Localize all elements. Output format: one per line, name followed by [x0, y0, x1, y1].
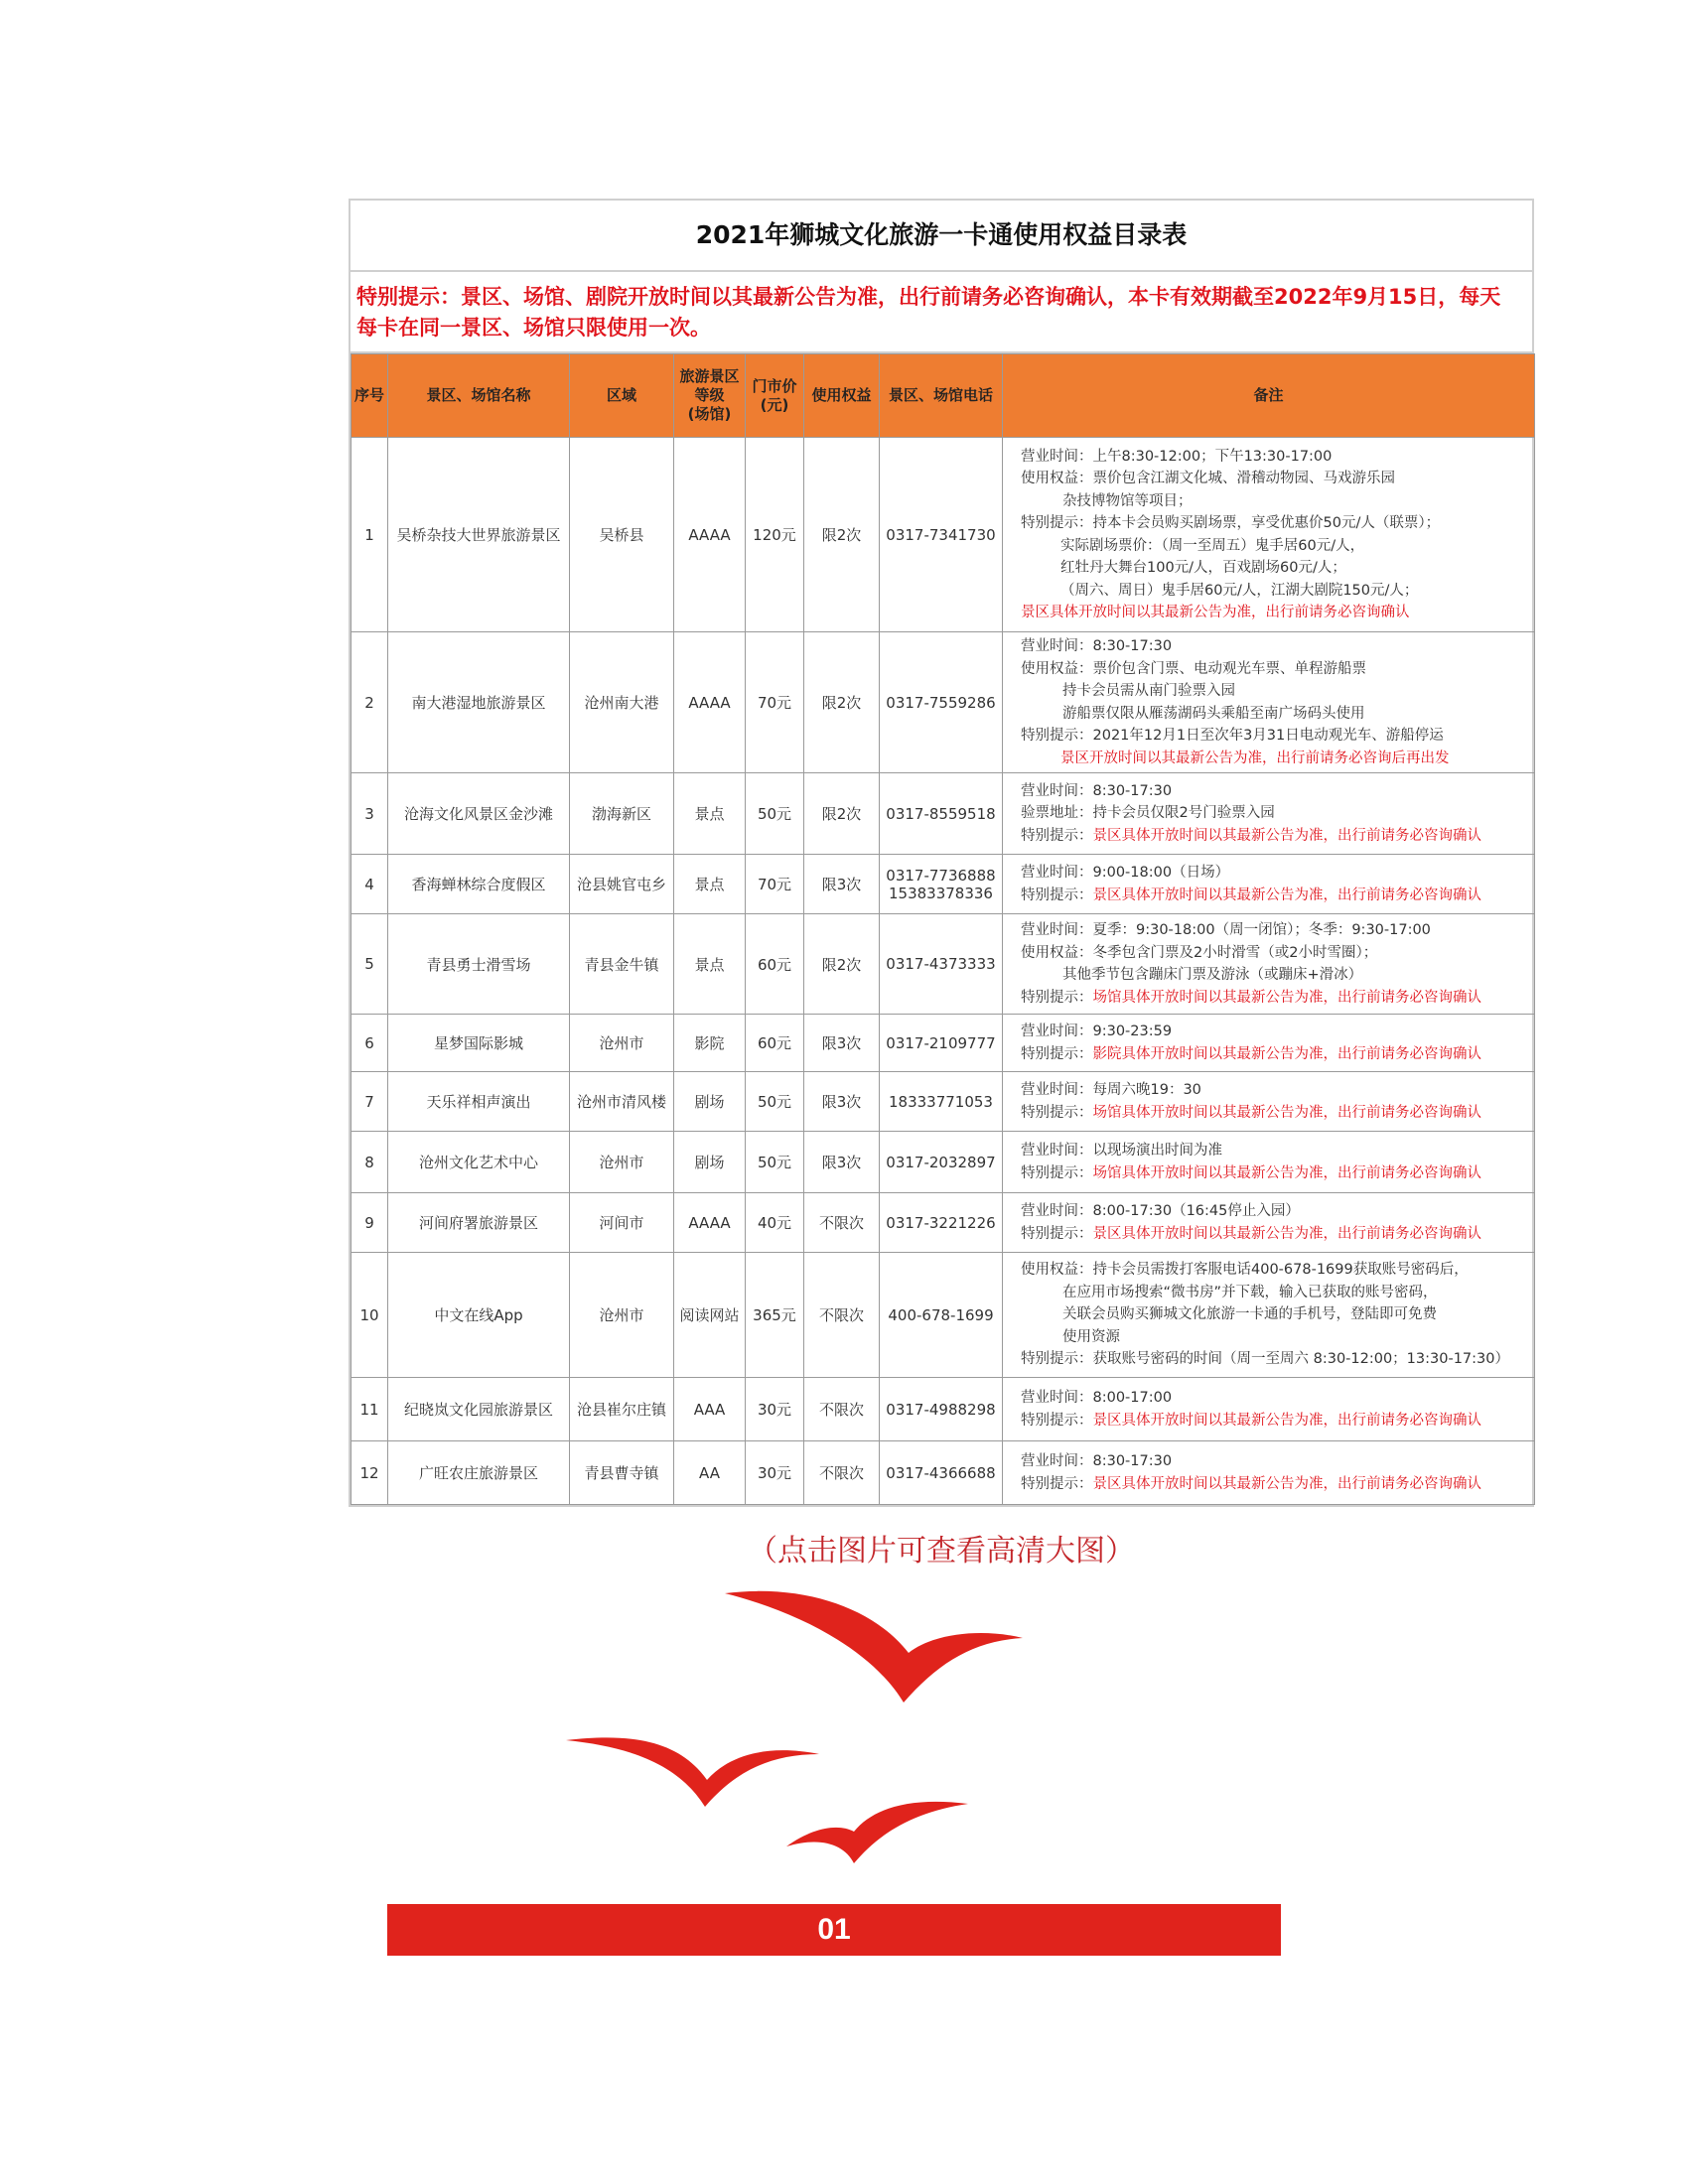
cell-no: 11 — [352, 1378, 388, 1441]
cell-name: 纪晓岚文化园旅游景区 — [388, 1378, 570, 1441]
cell-no: 1 — [352, 438, 388, 632]
header-name: 景区、场馆名称 — [388, 354, 570, 438]
table-row — [352, 1253, 1535, 1378]
cell-price: 120元 — [746, 438, 804, 632]
cell-rights: 限3次 — [804, 1015, 880, 1072]
special-notice — [351, 272, 1532, 353]
cell-no: 9 — [352, 1193, 388, 1253]
table-row — [352, 1132, 1535, 1193]
cell-level: AAAA — [674, 438, 746, 632]
cell-region: 渤海新区 — [570, 773, 674, 855]
cell-rights: 限3次 — [804, 855, 880, 914]
table-row — [352, 914, 1535, 1015]
cell-remark: 使用权益：持卡会员需拨打客服电话400-678-1699获取账号密码后， 在应用市场搜索“微书房”并下载，输入已获取的账号密码， 关联会员购买狮城文化旅游一卡通的手机号，登陆即可免费 使用资源 特别提示：获取账号密码的时间（周一至周六 8:30-12:00；13:30-17:30） — [1003, 1253, 1535, 1378]
cell-price: 50元 — [746, 1132, 804, 1193]
cell-level: AAAA — [674, 1193, 746, 1253]
hd-image-caption[interactable]: （点击图片可查看高清大图） — [748, 1534, 1135, 1569]
cell-region: 沧州市清风楼 — [570, 1072, 674, 1132]
table-header-row — [352, 354, 1535, 438]
cell-name: 香海蝉林综合度假区 — [388, 855, 570, 914]
cell-level: 景点 — [674, 855, 746, 914]
cell-price: 365元 — [746, 1253, 804, 1378]
cell-region: 河间市 — [570, 1193, 674, 1253]
cell-level: 景点 — [674, 773, 746, 855]
table-row — [352, 1193, 1535, 1253]
cell-remark: 营业时间：夏季：9:30-18:00（周一闭馆）；冬季：9:30-17:00 使用权益：冬季包含门票及2小时滑雪（或2小时雪圈）； 其他季节包含蹦床门票及游泳（或蹦床+滑冰） 特别提示：场馆具体开放时间以其最新公告为准，出行前请务必咨询确认 — [1003, 914, 1535, 1015]
large-bird-icon — [725, 1591, 1023, 1703]
cell-region: 青县曹寺镇 — [570, 1441, 674, 1505]
small-bird-icon — [786, 1802, 968, 1863]
table-row — [352, 773, 1535, 855]
cell-rights: 不限次 — [804, 1441, 880, 1505]
cell-remark: 营业时间：8:00-17:30（16:45停止入园） 特别提示：景区具体开放时间以其最新公告为准，出行前请务必咨询确认 — [1003, 1193, 1535, 1253]
cell-level: AAAA — [674, 632, 746, 773]
cell-price: 50元 — [746, 773, 804, 855]
cell-name: 南大港湿地旅游景区 — [388, 632, 570, 773]
cell-no: 5 — [352, 914, 388, 1015]
middle-bird-icon — [566, 1737, 819, 1807]
cell-no: 7 — [352, 1072, 388, 1132]
cell-no: 4 — [352, 855, 388, 914]
cell-price: 30元 — [746, 1378, 804, 1441]
cell-rights: 限2次 — [804, 438, 880, 632]
cell-rights: 限3次 — [804, 1132, 880, 1193]
cell-rights: 不限次 — [804, 1193, 880, 1253]
cell-name: 天乐祥相声演出 — [388, 1072, 570, 1132]
cell-name: 星梦国际影城 — [388, 1015, 570, 1072]
cell-price: 40元 — [746, 1193, 804, 1253]
cell-rights: 不限次 — [804, 1378, 880, 1441]
cell-level: 阅读网站 — [674, 1253, 746, 1378]
cell-no: 2 — [352, 632, 388, 773]
cell-name: 沧海文化风景区金沙滩 — [388, 773, 570, 855]
cell-price: 60元 — [746, 914, 804, 1015]
cell-remark: 营业时间：每周六晚19：30 特别提示：场馆具体开放时间以其最新公告为准，出行前请务必咨询确认 — [1003, 1072, 1535, 1132]
cell-rights: 不限次 — [804, 1253, 880, 1378]
table-row — [352, 632, 1535, 773]
header-remark: 备注 — [1003, 354, 1535, 438]
cell-name: 青县勇士滑雪场 — [388, 914, 570, 1015]
cell-phone: 0317-4373333 — [880, 914, 1003, 1015]
cell-name: 广旺农庄旅游景区 — [388, 1441, 570, 1505]
cell-price: 50元 — [746, 1072, 804, 1132]
page-number-bar — [387, 1904, 1281, 1956]
cell-price: 70元 — [746, 855, 804, 914]
cell-region: 沧州南大港 — [570, 632, 674, 773]
cell-price: 60元 — [746, 1015, 804, 1072]
header-rights: 使用权益 — [804, 354, 880, 438]
cell-region: 青县金牛镇 — [570, 914, 674, 1015]
cell-rights: 限3次 — [804, 1072, 880, 1132]
cell-remark: 营业时间：上午8:30-12:00；下午13:30-17:00 使用权益：票价包含江湖文化城、滑稽动物园、马戏游乐园 杂技博物馆等项目； 特别提示：持本卡会员购买剧场票，享受优惠价50元/人（联票）； 实际剧场票价：（周一至周五）鬼手居60元/人， 红牡丹大舞台100元/人，百戏剧场60元/人； （周六、周日）鬼手居60元/人，江湖大剧院150元/人； 景区具体开放时间以其最新公告为准，出行前请务必咨询确认 — [1003, 438, 1535, 632]
cell-no: 10 — [352, 1253, 388, 1378]
cell-price: 70元 — [746, 632, 804, 773]
table-row — [352, 1378, 1535, 1441]
table-row — [352, 1441, 1535, 1505]
cell-phone: 0317-3221226 — [880, 1193, 1003, 1253]
cell-rights: 限2次 — [804, 914, 880, 1015]
cell-phone: 0317-7341730 — [880, 438, 1003, 632]
cell-region: 吴桥县 — [570, 438, 674, 632]
table-row — [352, 1015, 1535, 1072]
cell-rights: 限2次 — [804, 632, 880, 773]
rights-table — [351, 353, 1535, 1505]
header-no: 序号 — [352, 354, 388, 438]
document-title: 2021年狮城文化旅游一卡通使用权益目录表 — [351, 201, 1532, 272]
cell-name: 沧州文化艺术中心 — [388, 1132, 570, 1193]
cell-remark: 营业时间：9:30-23:59 特别提示：影院具体开放时间以其最新公告为准，出行前请务必咨询确认 — [1003, 1015, 1535, 1072]
cell-rights: 限2次 — [804, 773, 880, 855]
cell-no: 6 — [352, 1015, 388, 1072]
cell-remark: 营业时间：9:00-18:00（日场） 特别提示：景区具体开放时间以其最新公告为准，出行前请务必咨询确认 — [1003, 855, 1535, 914]
cell-phone: 0317-7559286 — [880, 632, 1003, 773]
cell-name: 吴桥杂技大世界旅游景区 — [388, 438, 570, 632]
header-level: 旅游景区 等级 (场馆) — [674, 354, 746, 438]
cell-region: 沧县崔尔庄镇 — [570, 1378, 674, 1441]
header-region: 区域 — [570, 354, 674, 438]
cell-phone: 0317-2032897 — [880, 1132, 1003, 1193]
rights-catalog-document — [349, 199, 1534, 1507]
table-row — [352, 1072, 1535, 1132]
cell-remark: 营业时间：8:30-17:30 特别提示：景区具体开放时间以其最新公告为准，出行前请务必咨询确认 — [1003, 1441, 1535, 1505]
cell-level: 剧场 — [674, 1072, 746, 1132]
cell-no: 8 — [352, 1132, 388, 1193]
table-row — [352, 438, 1535, 632]
cell-phone: 0317-2109777 — [880, 1015, 1003, 1072]
cell-level: 景点 — [674, 914, 746, 1015]
header-phone: 景区、场馆电话 — [880, 354, 1003, 438]
cell-remark: 营业时间：以现场演出时间为准 特别提示：场馆具体开放时间以其最新公告为准，出行前请务必咨询确认 — [1003, 1132, 1535, 1193]
cell-no: 3 — [352, 773, 388, 855]
cell-level: AAA — [674, 1378, 746, 1441]
cell-phone: 0317-7736888 15383378336 — [880, 855, 1003, 914]
cell-region: 沧州市 — [570, 1015, 674, 1072]
notice-line-2: 每卡在同一景区、场馆只限使用一次。 — [356, 316, 711, 340]
cell-phone: 0317-8559518 — [880, 773, 1003, 855]
cell-phone: 0317-4366688 — [880, 1441, 1003, 1505]
cell-region: 沧州市 — [570, 1253, 674, 1378]
cell-region: 沧州市 — [570, 1132, 674, 1193]
cell-price: 30元 — [746, 1441, 804, 1505]
cell-remark: 营业时间：8:30-17:30 验票地址：持卡会员仅限2号门验票入园 特别提示：景区具体开放时间以其最新公告为准，出行前请务必咨询确认 — [1003, 773, 1535, 855]
cell-phone: 0317-4988298 — [880, 1378, 1003, 1441]
cell-level: 影院 — [674, 1015, 746, 1072]
header-price: 门市价 (元) — [746, 354, 804, 438]
cell-region: 沧县姚官屯乡 — [570, 855, 674, 914]
cell-no: 12 — [352, 1441, 388, 1505]
cell-remark: 营业时间：8:00-17:00 特别提示：景区具体开放时间以其最新公告为准，出行前请务必咨询确认 — [1003, 1378, 1535, 1441]
cell-remark: 营业时间：8:30-17:30 使用权益：票价包含门票、电动观光车票、单程游船票 持卡会员需从南门验票入园 游船票仅限从雁荡湖码头乘船至南广场码头使用 特别提示：2021年12月1日至次年3月31日电动观光车、游船停运 景区开放时间以其最新公告为准，出行前请务必咨询后再出发 — [1003, 632, 1535, 773]
flying-birds-icon — [556, 1583, 1132, 1881]
cell-phone: 18333771053 — [880, 1072, 1003, 1132]
notice-line-1: 特别提示：景区、场馆、剧院开放时间以其最新公告为准，出行前请务必咨询确认，本卡有效期截至2022年9月15日，每天 — [356, 285, 1501, 309]
page-number: 01 — [817, 1913, 851, 1946]
cell-phone: 400-678-1699 — [880, 1253, 1003, 1378]
cell-name: 河间府署旅游景区 — [388, 1193, 570, 1253]
table-row — [352, 855, 1535, 914]
cell-level: AA — [674, 1441, 746, 1505]
cell-name: 中文在线App — [388, 1253, 570, 1378]
cell-level: 剧场 — [674, 1132, 746, 1193]
